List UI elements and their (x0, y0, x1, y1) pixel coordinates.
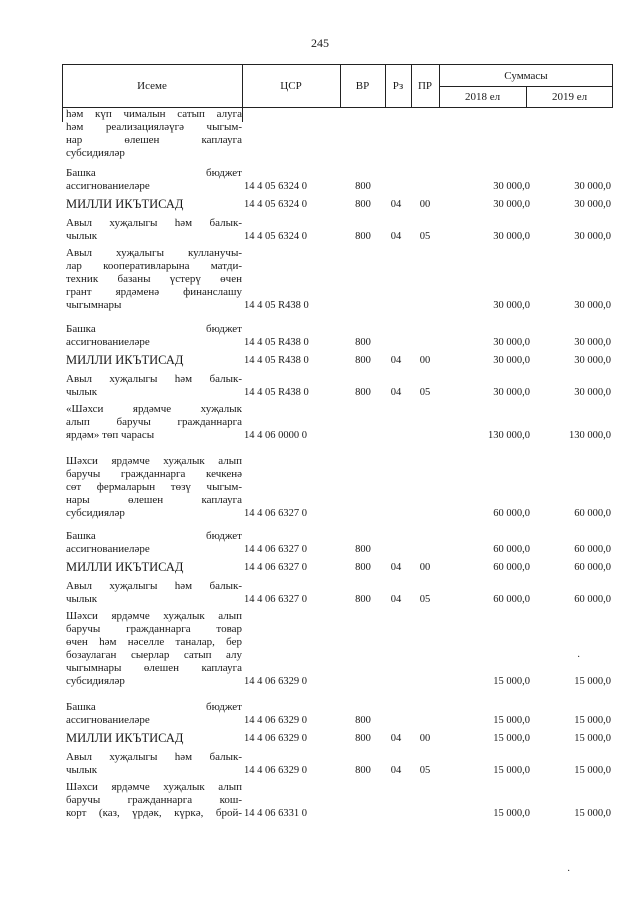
row-name-line: ярдәм» төп чарасы (66, 429, 155, 441)
row-name (66, 217, 242, 243)
row-s19: 15 000,0 (574, 808, 611, 819)
row-vr: 800 (355, 387, 371, 398)
row-name-line: ассигнованиеләре (66, 336, 150, 348)
row-name (66, 403, 242, 442)
row-name-line: ассигнованиеләре (66, 180, 150, 192)
row-name-line: Авыл хуҗалыгы кулланучы- (66, 247, 242, 259)
row-s18: 15 000,0 (493, 676, 530, 687)
row-name (66, 530, 242, 556)
row-s19: 30 000,0 (574, 231, 611, 242)
row-name (66, 198, 242, 211)
row-name-line: Авыл хуҗалыгы һәм балык- (66, 217, 242, 229)
row-name (66, 751, 242, 777)
row-csr: 14 4 05 6324 0 (244, 231, 307, 242)
row-vr: 800 (355, 199, 371, 210)
row-rz: 04 (390, 733, 402, 744)
header-rz: Рз (392, 80, 404, 92)
header-divider (242, 65, 243, 107)
row-name-line: һәм күп чималын сатып алуга (66, 108, 242, 120)
header-csr: ЦСР (280, 80, 302, 92)
row-csr: 14 4 05 6324 0 (244, 199, 307, 210)
row-vr: 800 (355, 733, 371, 744)
row-name-line: чыгымнары (66, 299, 122, 311)
column-divider-left (62, 106, 63, 122)
row-s18: 15 000,0 (493, 733, 530, 744)
row-pr: 05 (419, 594, 431, 605)
row-s18: 30 000,0 (493, 387, 530, 398)
row-vr: 800 (355, 562, 371, 573)
row-name-line: бозаулаган сыерлар сатып алу (66, 649, 242, 661)
row-vr: 800 (355, 355, 371, 366)
row-csr: 14 4 06 6329 0 (244, 765, 307, 776)
row-s18: 60 000,0 (493, 544, 530, 555)
row-name-line: өчен һәм нәселле таналар, бер (66, 636, 242, 648)
row-rz: 04 (390, 562, 402, 573)
row-s18: 60 000,0 (493, 508, 530, 519)
row-name-line: МИЛЛИ ИКЪТИСАД (66, 197, 184, 211)
row-s19: 30 000,0 (574, 181, 611, 192)
row-s18: 30 000,0 (493, 199, 530, 210)
row-rz: 04 (390, 199, 402, 210)
row-name-line: Шәхси ярдәмче хуҗалык алып (66, 610, 242, 622)
row-name (66, 781, 242, 820)
row-s19: 60 000,0 (574, 544, 611, 555)
header-divider (439, 86, 613, 87)
row-name-line: чылык (66, 764, 98, 776)
row-csr: 14 4 06 6329 0 (244, 733, 307, 744)
stray-mark: · (567, 866, 571, 877)
row-name-line: чылык (66, 230, 98, 242)
row-csr: 14 4 05 R438 0 (244, 300, 309, 311)
column-divider-name (242, 106, 243, 122)
header-divider (385, 65, 386, 107)
row-csr: 14 4 06 6327 0 (244, 508, 307, 519)
stray-mark: · (577, 652, 581, 663)
row-pr: 00 (419, 562, 431, 573)
row-vr: 800 (355, 715, 371, 726)
header-divider (411, 65, 412, 107)
row-s19: 30 000,0 (574, 300, 611, 311)
row-name (66, 247, 242, 312)
row-name (66, 354, 242, 367)
row-pr: 05 (419, 231, 431, 242)
row-s19: 30 000,0 (574, 337, 611, 348)
row-pr: 05 (419, 765, 431, 776)
row-name-line: баручы гражданнарга кечкенә (66, 468, 242, 480)
row-s19: 30 000,0 (574, 355, 611, 366)
row-csr: 14 4 05 6324 0 (244, 181, 307, 192)
row-s19: 15 000,0 (574, 676, 611, 687)
row-s18: 30 000,0 (493, 181, 530, 192)
header-sums: Суммасы (504, 69, 548, 82)
row-name-line: МИЛЛИ ИКЪТИСАД (66, 560, 184, 574)
row-rz: 04 (390, 765, 402, 776)
row-s19: 30 000,0 (574, 387, 611, 398)
row-name (66, 167, 242, 193)
row-rz: 04 (390, 387, 402, 398)
row-s18: 30 000,0 (493, 355, 530, 366)
row-csr: 14 4 06 6331 0 (244, 808, 307, 819)
row-name-line: Башка бюджет (66, 167, 242, 179)
row-pr: 00 (419, 199, 431, 210)
row-s18: 130 000,0 (488, 430, 530, 441)
row-name-line: субсидияләр (66, 147, 125, 159)
row-s19: 15 000,0 (574, 715, 611, 726)
row-name-line: лар кооперативларына матди- (66, 260, 242, 272)
row-name-line: Авыл хуҗалыгы һәм балык- (66, 373, 242, 385)
row-name-line: субсидияләр (66, 675, 125, 687)
row-name-line: нары өлешен каплауга (66, 494, 242, 506)
row-rz: 04 (390, 355, 402, 366)
row-s18: 30 000,0 (493, 231, 530, 242)
header-divider (62, 65, 63, 107)
header-name: Исеме (137, 80, 167, 92)
row-s19: 60 000,0 (574, 508, 611, 519)
row-name (66, 108, 242, 160)
row-name-line: баручы гражданнарга товар (66, 623, 242, 635)
row-name (66, 732, 242, 745)
row-name-line: Шәхси ярдәмче хуҗалык алып (66, 781, 242, 793)
row-name (66, 323, 242, 349)
row-csr: 14 4 05 R438 0 (244, 355, 309, 366)
row-name-line: Авыл хуҗалыгы һәм балык- (66, 580, 242, 592)
row-s19: 30 000,0 (574, 199, 611, 210)
row-s18: 15 000,0 (493, 765, 530, 776)
row-s19: 130 000,0 (569, 430, 611, 441)
row-csr: 14 4 06 6327 0 (244, 544, 307, 555)
row-name-line: МИЛЛИ ИКЪТИСАД (66, 731, 184, 745)
row-csr: 14 4 06 6329 0 (244, 676, 307, 687)
row-csr: 14 4 06 0000 0 (244, 430, 307, 441)
row-pr: 05 (419, 387, 431, 398)
row-s19: 15 000,0 (574, 765, 611, 776)
row-name-line: чылык (66, 386, 98, 398)
row-vr: 800 (355, 231, 371, 242)
row-s18: 15 000,0 (493, 715, 530, 726)
row-pr: 00 (419, 355, 431, 366)
row-name-line: Башка бюджет (66, 701, 242, 713)
row-name (66, 580, 242, 606)
row-csr: 14 4 06 6327 0 (244, 562, 307, 573)
page-number: 245 (311, 36, 329, 50)
header-divider (340, 65, 341, 107)
row-s18: 30 000,0 (493, 300, 530, 311)
row-name-line: ассигнованиеләре (66, 543, 150, 555)
header-year-2019: 2019 ел (551, 90, 588, 103)
row-name-line: сөт фермаларын төзү чыгым- (66, 481, 242, 493)
row-s18: 60 000,0 (493, 594, 530, 605)
row-name-line: чылык (66, 593, 98, 605)
row-name-line: МИЛЛИ ИКЪТИСАД (66, 353, 184, 367)
row-name-line: Башка бюджет (66, 530, 242, 542)
row-vr: 800 (355, 337, 371, 348)
row-vr: 800 (355, 765, 371, 776)
row-name-line: һәм реализацияләүгә чыгым- (66, 121, 242, 133)
row-name-line: ассигнованиеләре (66, 714, 150, 726)
row-csr: 14 4 06 6329 0 (244, 715, 307, 726)
row-name-line: алып баручы гражданнарга (66, 416, 242, 428)
row-name-line: грант ярдәменә финанслашу (66, 286, 242, 298)
row-name-line: чыгымнары өлешен каплауга (66, 662, 242, 674)
row-csr: 14 4 05 R438 0 (244, 387, 309, 398)
row-s19: 60 000,0 (574, 594, 611, 605)
row-s18: 60 000,0 (493, 562, 530, 573)
row-name-line: субсидияләр (66, 507, 125, 519)
row-name (66, 701, 242, 727)
header-year-2018: 2018 ел (464, 90, 501, 103)
row-name (66, 610, 242, 688)
row-name (66, 455, 242, 520)
row-name (66, 561, 242, 574)
row-name-line: Авыл хуҗалыгы һәм балык- (66, 751, 242, 763)
row-vr: 800 (355, 544, 371, 555)
header-pr: ПР (417, 80, 433, 92)
row-vr: 800 (355, 594, 371, 605)
row-name-line: Башка бюджет (66, 323, 242, 335)
row-name-line: нар өлешен каплауга (66, 134, 242, 146)
row-name-line: корт (каз, үрдәк, күркә, брой- (66, 807, 242, 819)
row-s18: 30 000,0 (493, 337, 530, 348)
row-name-line: Шәхси ярдәмче хуҗалык алып (66, 455, 242, 467)
row-rz: 04 (390, 231, 402, 242)
table-header (62, 64, 613, 108)
row-s18: 15 000,0 (493, 808, 530, 819)
row-name-line: «Шәхси ярдәмче хуҗалык (66, 403, 242, 415)
row-name-line: техник базаны үстерү өчен (66, 273, 242, 285)
row-csr: 14 4 06 6327 0 (244, 594, 307, 605)
row-name-line: баручы гражданнарга кош- (66, 794, 242, 806)
row-rz: 04 (390, 594, 402, 605)
row-pr: 00 (419, 733, 431, 744)
row-name (66, 373, 242, 399)
row-s19: 15 000,0 (574, 733, 611, 744)
row-csr: 14 4 05 R438 0 (244, 337, 309, 348)
row-vr: 800 (355, 181, 371, 192)
header-divider (526, 86, 527, 107)
row-s19: 60 000,0 (574, 562, 611, 573)
header-vr: ВР (355, 80, 370, 92)
